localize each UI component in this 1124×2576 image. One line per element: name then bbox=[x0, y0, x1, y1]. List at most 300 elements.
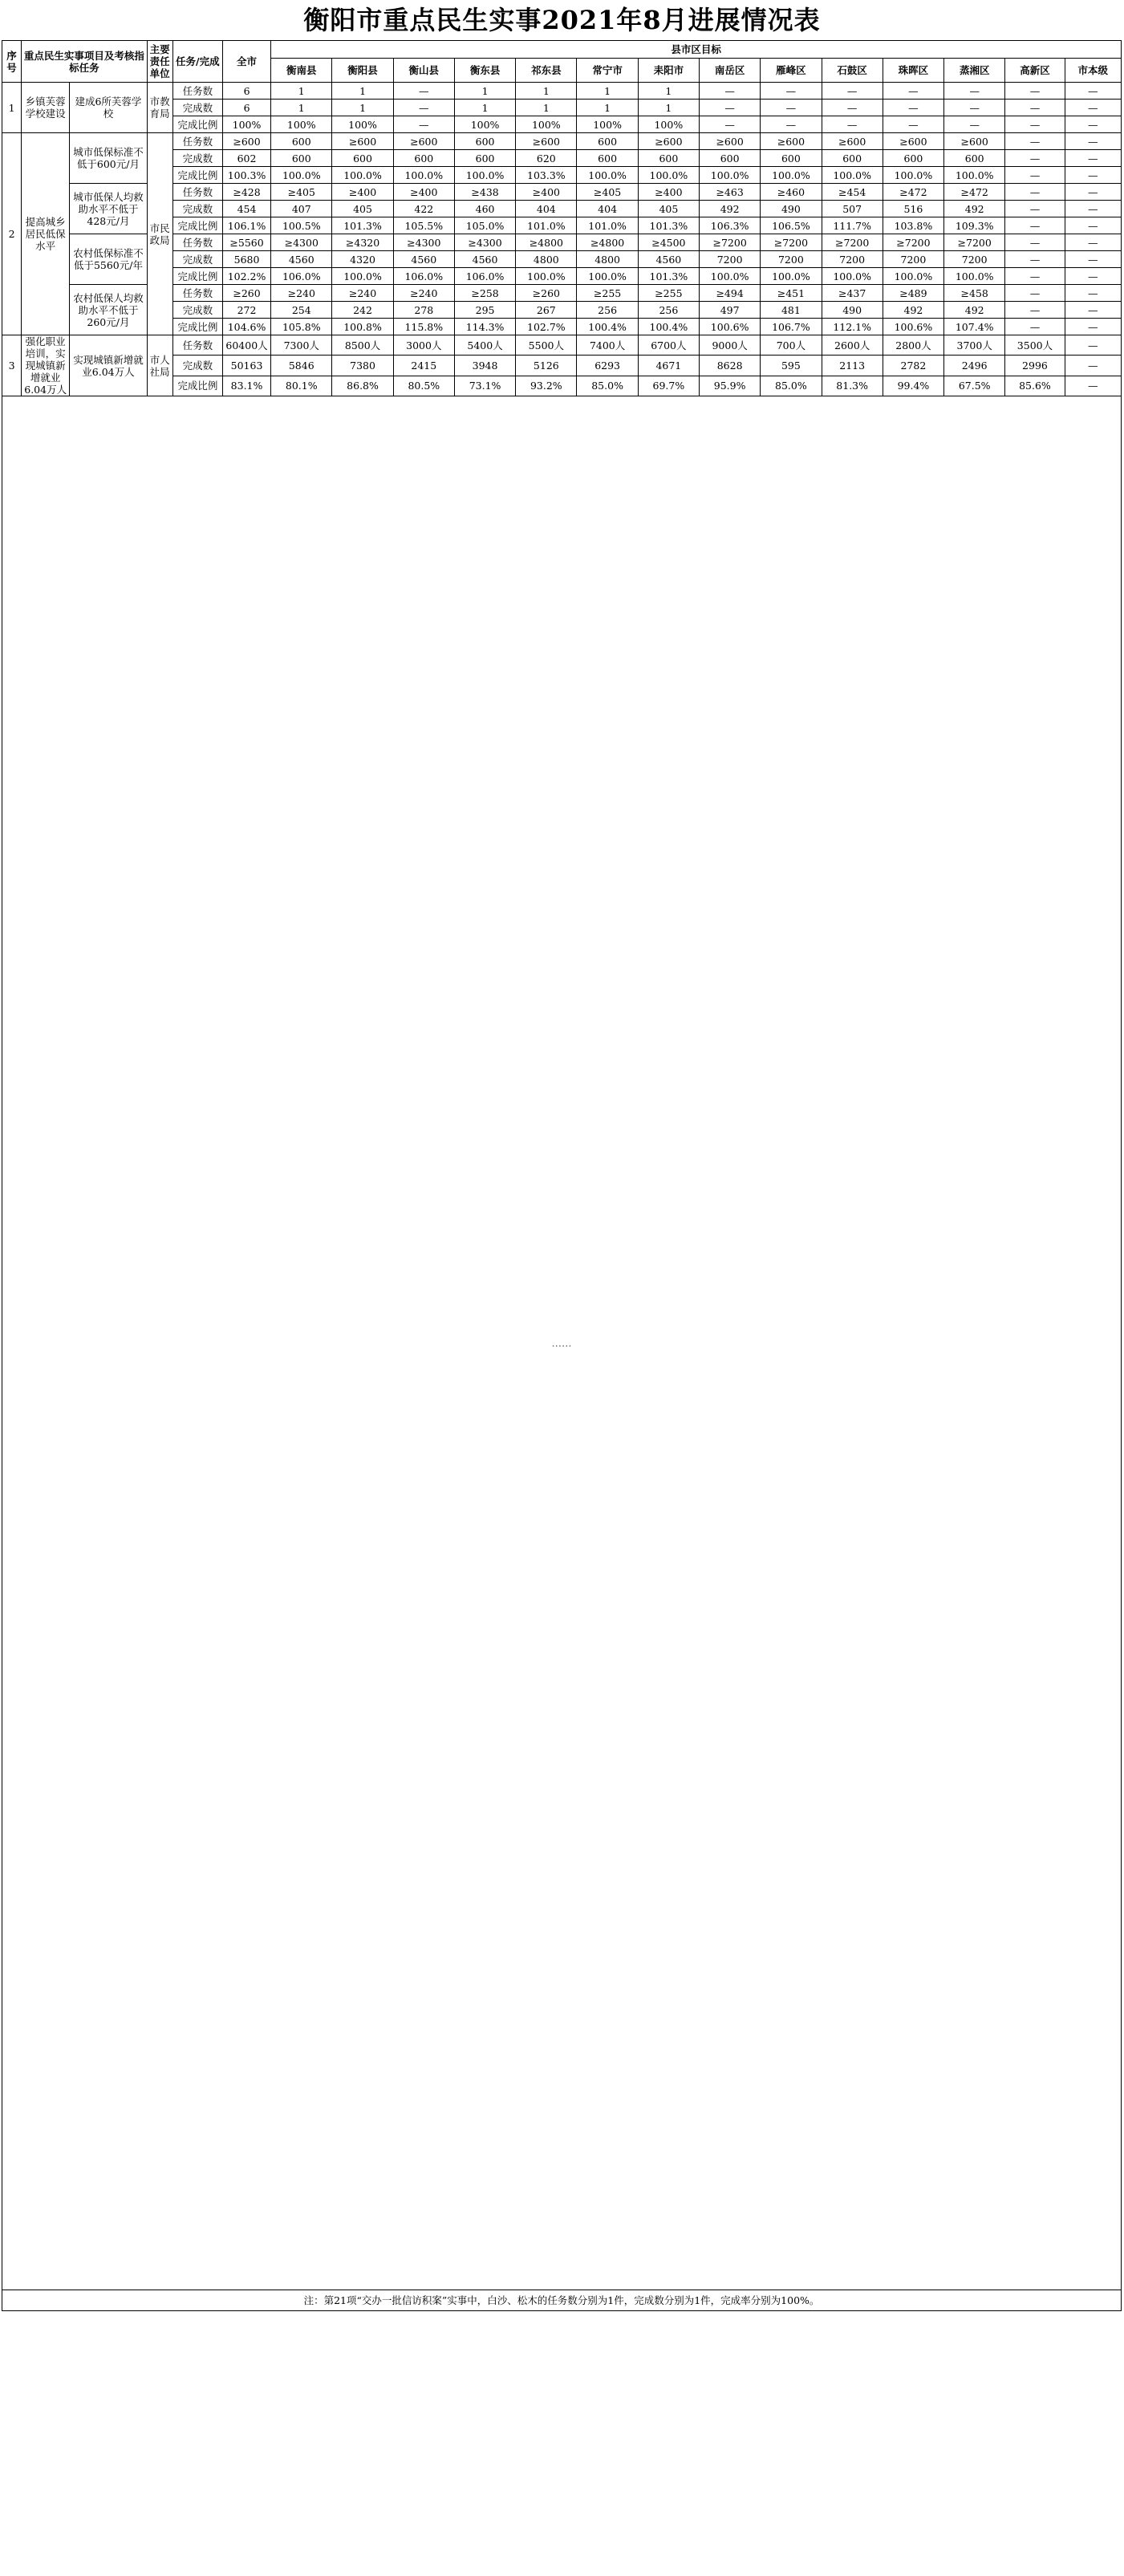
metric-label: 完成数 bbox=[172, 251, 222, 268]
county-cell: 95.9% bbox=[700, 376, 761, 396]
county-cell: 100.6% bbox=[700, 319, 761, 335]
metric-label: 完成比例 bbox=[172, 116, 222, 133]
city-total-cell: 5680 bbox=[222, 251, 270, 268]
county-cell: 490 bbox=[822, 302, 883, 319]
county-cell: 103.3% bbox=[516, 167, 577, 184]
county-cell: 490 bbox=[761, 201, 822, 217]
county-header: 珠晖区 bbox=[883, 59, 943, 83]
county-cell: 100.0% bbox=[577, 167, 638, 184]
county-cell: 100% bbox=[638, 116, 699, 133]
county-cell: 2415 bbox=[393, 356, 454, 376]
county-cell: ≥4800 bbox=[577, 234, 638, 251]
county-cell: 700人 bbox=[761, 335, 822, 356]
county-cell: ≥600 bbox=[332, 133, 393, 150]
county-cell: — bbox=[944, 83, 1005, 100]
county-cell: 3000人 bbox=[393, 335, 454, 356]
county-cell: 600 bbox=[454, 150, 515, 167]
county-cell: 106.3% bbox=[700, 217, 761, 234]
county-cell: 2600人 bbox=[822, 335, 883, 356]
county-cell: 100.5% bbox=[271, 217, 332, 234]
county-cell: 81.3% bbox=[822, 376, 883, 396]
county-cell: 85.0% bbox=[577, 376, 638, 396]
county-cell: 2496 bbox=[944, 356, 1005, 376]
county-cell: 600 bbox=[271, 150, 332, 167]
county-cell: 85.6% bbox=[1005, 376, 1065, 396]
county-cell: ≥400 bbox=[516, 184, 577, 201]
county-cell: 600 bbox=[883, 150, 943, 167]
county-header: 衡南县 bbox=[271, 59, 332, 83]
county-cell: — bbox=[1065, 133, 1121, 150]
task-name: 乡镇芙蓉学校建设 bbox=[22, 83, 70, 133]
county-cell: 101.3% bbox=[638, 268, 699, 285]
county-cell: 1 bbox=[638, 83, 699, 100]
county-cell: 1 bbox=[638, 100, 699, 116]
county-cell: 6700人 bbox=[638, 335, 699, 356]
county-cell: — bbox=[1005, 268, 1065, 285]
metric-label: 任务数 bbox=[172, 285, 222, 302]
county-cell: — bbox=[822, 100, 883, 116]
county-cell: 7200 bbox=[822, 251, 883, 268]
county-cell: 6293 bbox=[577, 356, 638, 376]
county-cell: ≥438 bbox=[454, 184, 515, 201]
header-metric: 任务/完成 bbox=[172, 41, 222, 83]
city-total-cell: 454 bbox=[222, 201, 270, 217]
city-total-cell: 102.2% bbox=[222, 268, 270, 285]
county-cell: 100.0% bbox=[700, 268, 761, 285]
county-cell: 405 bbox=[332, 201, 393, 217]
county-cell: ≥255 bbox=[638, 285, 699, 302]
county-cell: — bbox=[1065, 319, 1121, 335]
county-cell: — bbox=[1065, 217, 1121, 234]
county-cell: ≥4320 bbox=[332, 234, 393, 251]
county-header: 南岳区 bbox=[700, 59, 761, 83]
county-cell: 481 bbox=[761, 302, 822, 319]
county-cell: ≥4300 bbox=[454, 234, 515, 251]
county-cell: — bbox=[1065, 116, 1121, 133]
county-cell: 100.0% bbox=[516, 268, 577, 285]
county-cell: — bbox=[944, 116, 1005, 133]
county-cell: — bbox=[1065, 150, 1121, 167]
county-cell: 100% bbox=[454, 116, 515, 133]
county-cell: — bbox=[761, 116, 822, 133]
county-cell: ≥405 bbox=[577, 184, 638, 201]
county-cell: ≥400 bbox=[332, 184, 393, 201]
county-cell: ≥437 bbox=[822, 285, 883, 302]
county-cell: 100.4% bbox=[638, 319, 699, 335]
metric-label: 任务数 bbox=[172, 335, 222, 356]
county-cell: 1 bbox=[332, 100, 393, 116]
county-cell: 67.5% bbox=[944, 376, 1005, 396]
county-cell: 106.7% bbox=[761, 319, 822, 335]
county-cell: 106.5% bbox=[761, 217, 822, 234]
county-cell: 507 bbox=[822, 201, 883, 217]
responsible-unit: 市人社局 bbox=[147, 335, 172, 396]
county-cell: — bbox=[393, 83, 454, 100]
project-seq: 1 bbox=[2, 83, 22, 133]
county-cell: 405 bbox=[638, 201, 699, 217]
footnote: 注：第21项“交办一批信访积案”实事中，白沙、松木的任务数分别为1件，完成数分别为1件，完成率分别为100%。 bbox=[2, 2290, 1122, 2311]
county-cell: 600 bbox=[638, 150, 699, 167]
county-cell: ≥400 bbox=[638, 184, 699, 201]
county-cell: 600 bbox=[944, 150, 1005, 167]
county-cell: 407 bbox=[271, 201, 332, 217]
responsible-unit: 市民政局 bbox=[147, 133, 172, 335]
table-row bbox=[2, 335, 1122, 356]
county-cell: — bbox=[1065, 251, 1121, 268]
county-cell: — bbox=[1005, 302, 1065, 319]
county-cell: ≥600 bbox=[761, 133, 822, 150]
city-total-cell: ≥5560 bbox=[222, 234, 270, 251]
city-total-cell: 60400人 bbox=[222, 335, 270, 356]
county-header: 蒸湘区 bbox=[944, 59, 1005, 83]
county-cell: 4560 bbox=[393, 251, 454, 268]
county-cell: 112.1% bbox=[822, 319, 883, 335]
county-cell: ≥240 bbox=[271, 285, 332, 302]
county-cell: — bbox=[1065, 100, 1121, 116]
task-target: 城市低保人均救助水平不低于428元/月 bbox=[70, 184, 147, 234]
county-header: 耒阳市 bbox=[638, 59, 699, 83]
county-cell: — bbox=[1065, 335, 1121, 356]
county-cell: 101.0% bbox=[577, 217, 638, 234]
remaining-rows-placeholder bbox=[2, 396, 1122, 2290]
city-total-cell: 104.6% bbox=[222, 319, 270, 335]
county-cell: 3500人 bbox=[1005, 335, 1065, 356]
county-cell: — bbox=[700, 100, 761, 116]
county-cell: 595 bbox=[761, 356, 822, 376]
county-cell: 9000人 bbox=[700, 335, 761, 356]
task-target: 农村低保人均救助水平不低于260元/月 bbox=[70, 285, 147, 335]
county-cell: 1 bbox=[516, 83, 577, 100]
metric-label: 任务数 bbox=[172, 83, 222, 100]
county-cell: ≥600 bbox=[393, 133, 454, 150]
county-cell: 100.0% bbox=[822, 268, 883, 285]
county-cell: ≥258 bbox=[454, 285, 515, 302]
county-cell: ≥4300 bbox=[393, 234, 454, 251]
county-cell: — bbox=[1005, 167, 1065, 184]
county-cell: — bbox=[393, 116, 454, 133]
county-header: 衡阳县 bbox=[332, 59, 393, 83]
county-cell: 404 bbox=[516, 201, 577, 217]
metric-label: 完成数 bbox=[172, 150, 222, 167]
county-cell: ≥255 bbox=[577, 285, 638, 302]
county-cell: 278 bbox=[393, 302, 454, 319]
county-cell: ≥7200 bbox=[883, 234, 943, 251]
county-cell: — bbox=[1005, 116, 1065, 133]
county-cell: 93.2% bbox=[516, 376, 577, 396]
county-cell: 105.8% bbox=[271, 319, 332, 335]
county-cell: 295 bbox=[454, 302, 515, 319]
project-group: 强化职业培训，实现城镇新增就业6.04万人 bbox=[22, 335, 70, 396]
county-cell: 600 bbox=[454, 133, 515, 150]
metric-label: 任务数 bbox=[172, 234, 222, 251]
county-cell: ≥4500 bbox=[638, 234, 699, 251]
county-cell: 8500人 bbox=[332, 335, 393, 356]
city-total-cell: 100.3% bbox=[222, 167, 270, 184]
county-cell: 100.0% bbox=[577, 268, 638, 285]
county-cell: 8628 bbox=[700, 356, 761, 376]
county-cell: 100.0% bbox=[944, 167, 1005, 184]
county-cell: 1 bbox=[454, 83, 515, 100]
county-cell: 404 bbox=[577, 201, 638, 217]
project-seq: 2 bbox=[2, 133, 22, 335]
county-cell: — bbox=[1065, 201, 1121, 217]
county-cell: 1 bbox=[454, 100, 515, 116]
project-seq: 3 bbox=[2, 335, 22, 396]
county-cell: ≥463 bbox=[700, 184, 761, 201]
table-body bbox=[2, 83, 1122, 2311]
county-cell: 2782 bbox=[883, 356, 943, 376]
city-total-cell: 6 bbox=[222, 83, 270, 100]
county-cell: 5846 bbox=[271, 356, 332, 376]
county-cell: 1 bbox=[332, 83, 393, 100]
county-cell: 256 bbox=[638, 302, 699, 319]
county-cell: 80.1% bbox=[271, 376, 332, 396]
county-cell: 7200 bbox=[700, 251, 761, 268]
county-cell: 107.4% bbox=[944, 319, 1005, 335]
county-cell: — bbox=[822, 83, 883, 100]
county-cell: 492 bbox=[700, 201, 761, 217]
county-cell: 100.0% bbox=[332, 167, 393, 184]
city-total-cell: 602 bbox=[222, 150, 270, 167]
county-cell: 69.7% bbox=[638, 376, 699, 396]
metric-label: 任务数 bbox=[172, 133, 222, 150]
county-cell: 422 bbox=[393, 201, 454, 217]
county-cell: ≥7200 bbox=[700, 234, 761, 251]
city-total-cell: 6 bbox=[222, 100, 270, 116]
county-cell: — bbox=[761, 100, 822, 116]
county-cell: 100.0% bbox=[883, 167, 943, 184]
county-header: 祁东县 bbox=[516, 59, 577, 83]
metric-label: 完成比例 bbox=[172, 268, 222, 285]
county-cell: 1 bbox=[577, 100, 638, 116]
county-cell: 267 bbox=[516, 302, 577, 319]
county-cell: 100.0% bbox=[761, 167, 822, 184]
header-city-total: 全市 bbox=[222, 41, 270, 83]
county-cell: ≥458 bbox=[944, 285, 1005, 302]
city-total-cell: 50163 bbox=[222, 356, 270, 376]
county-cell: ≥600 bbox=[944, 133, 1005, 150]
county-cell: 114.3% bbox=[454, 319, 515, 335]
county-cell: ≥600 bbox=[883, 133, 943, 150]
metric-label: 完成数 bbox=[172, 356, 222, 376]
county-cell: 100.0% bbox=[822, 167, 883, 184]
county-cell: — bbox=[1065, 167, 1121, 184]
county-cell: 5400人 bbox=[454, 335, 515, 356]
metric-label: 完成数 bbox=[172, 302, 222, 319]
county-cell: — bbox=[700, 116, 761, 133]
county-cell: ≥600 bbox=[700, 133, 761, 150]
county-cell: — bbox=[1005, 251, 1065, 268]
county-cell: 106.0% bbox=[454, 268, 515, 285]
county-cell: 100% bbox=[577, 116, 638, 133]
county-cell: 600 bbox=[761, 150, 822, 167]
county-cell: 103.8% bbox=[883, 217, 943, 234]
county-cell: 100.0% bbox=[883, 268, 943, 285]
county-cell: ≥454 bbox=[822, 184, 883, 201]
county-cell: 2800人 bbox=[883, 335, 943, 356]
county-cell: 100% bbox=[516, 116, 577, 133]
county-cell: 242 bbox=[332, 302, 393, 319]
metric-label: 完成数 bbox=[172, 201, 222, 217]
county-cell: 100.8% bbox=[332, 319, 393, 335]
county-cell: — bbox=[1065, 268, 1121, 285]
county-cell: 102.7% bbox=[516, 319, 577, 335]
county-cell: 600 bbox=[577, 150, 638, 167]
county-cell: 73.1% bbox=[454, 376, 515, 396]
county-cell: 4560 bbox=[638, 251, 699, 268]
county-cell: 492 bbox=[944, 201, 1005, 217]
county-cell: — bbox=[761, 83, 822, 100]
county-cell: 3700人 bbox=[944, 335, 1005, 356]
county-header: 衡东县 bbox=[454, 59, 515, 83]
county-cell: — bbox=[1005, 217, 1065, 234]
county-cell: 100% bbox=[271, 116, 332, 133]
county-cell: 100.0% bbox=[944, 268, 1005, 285]
county-cell: — bbox=[1005, 201, 1065, 217]
county-header: 高新区 bbox=[1005, 59, 1065, 83]
county-cell: 99.4% bbox=[883, 376, 943, 396]
county-cell: — bbox=[1065, 356, 1121, 376]
county-cell: 600 bbox=[822, 150, 883, 167]
county-cell: 106.0% bbox=[393, 268, 454, 285]
header-project: 重点民生实事项目及考核指标任务 bbox=[22, 41, 148, 83]
county-cell: 100.0% bbox=[638, 167, 699, 184]
header-county-group: 县市区目标 bbox=[271, 41, 1122, 59]
city-total-cell: 100% bbox=[222, 116, 270, 133]
county-cell: 1 bbox=[516, 100, 577, 116]
county-cell: 497 bbox=[700, 302, 761, 319]
county-cell: — bbox=[1065, 285, 1121, 302]
county-cell: 100.0% bbox=[454, 167, 515, 184]
county-cell: 492 bbox=[883, 302, 943, 319]
county-cell: ≥489 bbox=[883, 285, 943, 302]
county-cell: — bbox=[883, 116, 943, 133]
county-cell: 5126 bbox=[516, 356, 577, 376]
county-cell: — bbox=[1005, 133, 1065, 150]
metric-label: 完成比例 bbox=[172, 376, 222, 396]
progress-table bbox=[2, 40, 1122, 2311]
county-cell: 100.0% bbox=[700, 167, 761, 184]
county-cell: ≥460 bbox=[761, 184, 822, 201]
county-cell: 80.5% bbox=[393, 376, 454, 396]
county-cell: — bbox=[1005, 319, 1065, 335]
metric-label: 完成数 bbox=[172, 100, 222, 116]
county-cell: 100% bbox=[332, 116, 393, 133]
county-cell: 100.0% bbox=[761, 268, 822, 285]
table-row bbox=[2, 133, 1122, 150]
county-cell: 5500人 bbox=[516, 335, 577, 356]
county-header: 石鼓区 bbox=[822, 59, 883, 83]
county-cell: 105.5% bbox=[393, 217, 454, 234]
county-cell: 4560 bbox=[454, 251, 515, 268]
header-unit: 主要责任单位 bbox=[147, 41, 172, 83]
county-cell: 254 bbox=[271, 302, 332, 319]
county-cell: 7380 bbox=[332, 356, 393, 376]
county-cell: 1 bbox=[577, 83, 638, 100]
county-cell: — bbox=[1005, 184, 1065, 201]
county-cell: ≥260 bbox=[516, 285, 577, 302]
county-cell: — bbox=[1065, 184, 1121, 201]
header-seq: 序号 bbox=[2, 41, 22, 83]
county-cell: 516 bbox=[883, 201, 943, 217]
county-cell: 7200 bbox=[883, 251, 943, 268]
responsible-unit: 市教育局 bbox=[147, 83, 172, 133]
county-cell: 101.3% bbox=[638, 217, 699, 234]
metric-label: 完成比例 bbox=[172, 217, 222, 234]
county-header: 常宁市 bbox=[577, 59, 638, 83]
county-cell: 600 bbox=[332, 150, 393, 167]
county-cell: — bbox=[883, 83, 943, 100]
county-cell: — bbox=[1065, 234, 1121, 251]
county-cell: 100.4% bbox=[577, 319, 638, 335]
task-target: 农村低保标准不低于5560元/年 bbox=[70, 234, 147, 285]
task-target: 建成6所芙蓉学校 bbox=[70, 83, 147, 133]
county-cell: 620 bbox=[516, 150, 577, 167]
city-total-cell: 272 bbox=[222, 302, 270, 319]
county-cell: 106.0% bbox=[271, 268, 332, 285]
county-cell: 7400人 bbox=[577, 335, 638, 356]
county-cell: 3948 bbox=[454, 356, 515, 376]
county-cell: — bbox=[1065, 302, 1121, 319]
county-cell: 4320 bbox=[332, 251, 393, 268]
county-cell: — bbox=[1005, 150, 1065, 167]
county-cell: ≥600 bbox=[822, 133, 883, 150]
county-cell: 111.7% bbox=[822, 217, 883, 234]
city-total-cell: ≥600 bbox=[222, 133, 270, 150]
county-cell: 101.0% bbox=[516, 217, 577, 234]
county-cell: ≥240 bbox=[393, 285, 454, 302]
county-cell: 600 bbox=[577, 133, 638, 150]
county-cell: ≥7200 bbox=[944, 234, 1005, 251]
county-cell: 115.8% bbox=[393, 319, 454, 335]
county-cell: — bbox=[1005, 100, 1065, 116]
county-cell: ≥240 bbox=[332, 285, 393, 302]
remaining-rows-note: …… bbox=[2, 396, 1122, 2290]
footnote-row bbox=[2, 2290, 1122, 2311]
county-cell: 4560 bbox=[271, 251, 332, 268]
county-cell: — bbox=[393, 100, 454, 116]
county-cell: ≥400 bbox=[393, 184, 454, 201]
county-cell: 600 bbox=[393, 150, 454, 167]
county-cell: 1 bbox=[271, 100, 332, 116]
county-cell: ≥600 bbox=[516, 133, 577, 150]
county-cell: ≥451 bbox=[761, 285, 822, 302]
county-cell: 85.0% bbox=[761, 376, 822, 396]
county-cell: ≥472 bbox=[883, 184, 943, 201]
county-cell: — bbox=[1005, 234, 1065, 251]
county-cell: ≥405 bbox=[271, 184, 332, 201]
city-total-cell: ≥428 bbox=[222, 184, 270, 201]
county-cell: 7200 bbox=[761, 251, 822, 268]
county-cell: ≥600 bbox=[638, 133, 699, 150]
county-cell: — bbox=[944, 100, 1005, 116]
county-cell: 109.3% bbox=[944, 217, 1005, 234]
county-cell: — bbox=[1065, 83, 1121, 100]
metric-label: 任务数 bbox=[172, 184, 222, 201]
county-cell: ≥472 bbox=[944, 184, 1005, 201]
county-cell: ≥494 bbox=[700, 285, 761, 302]
county-cell: 7200 bbox=[944, 251, 1005, 268]
county-cell: 100.0% bbox=[393, 167, 454, 184]
county-cell: 101.3% bbox=[332, 217, 393, 234]
project-group: 提高城乡居民低保水平 bbox=[22, 133, 70, 335]
county-cell: 86.8% bbox=[332, 376, 393, 396]
county-cell: 460 bbox=[454, 201, 515, 217]
city-total-cell: 83.1% bbox=[222, 376, 270, 396]
county-cell: ≥7200 bbox=[822, 234, 883, 251]
metric-label: 完成比例 bbox=[172, 167, 222, 184]
county-cell: — bbox=[1065, 376, 1121, 396]
